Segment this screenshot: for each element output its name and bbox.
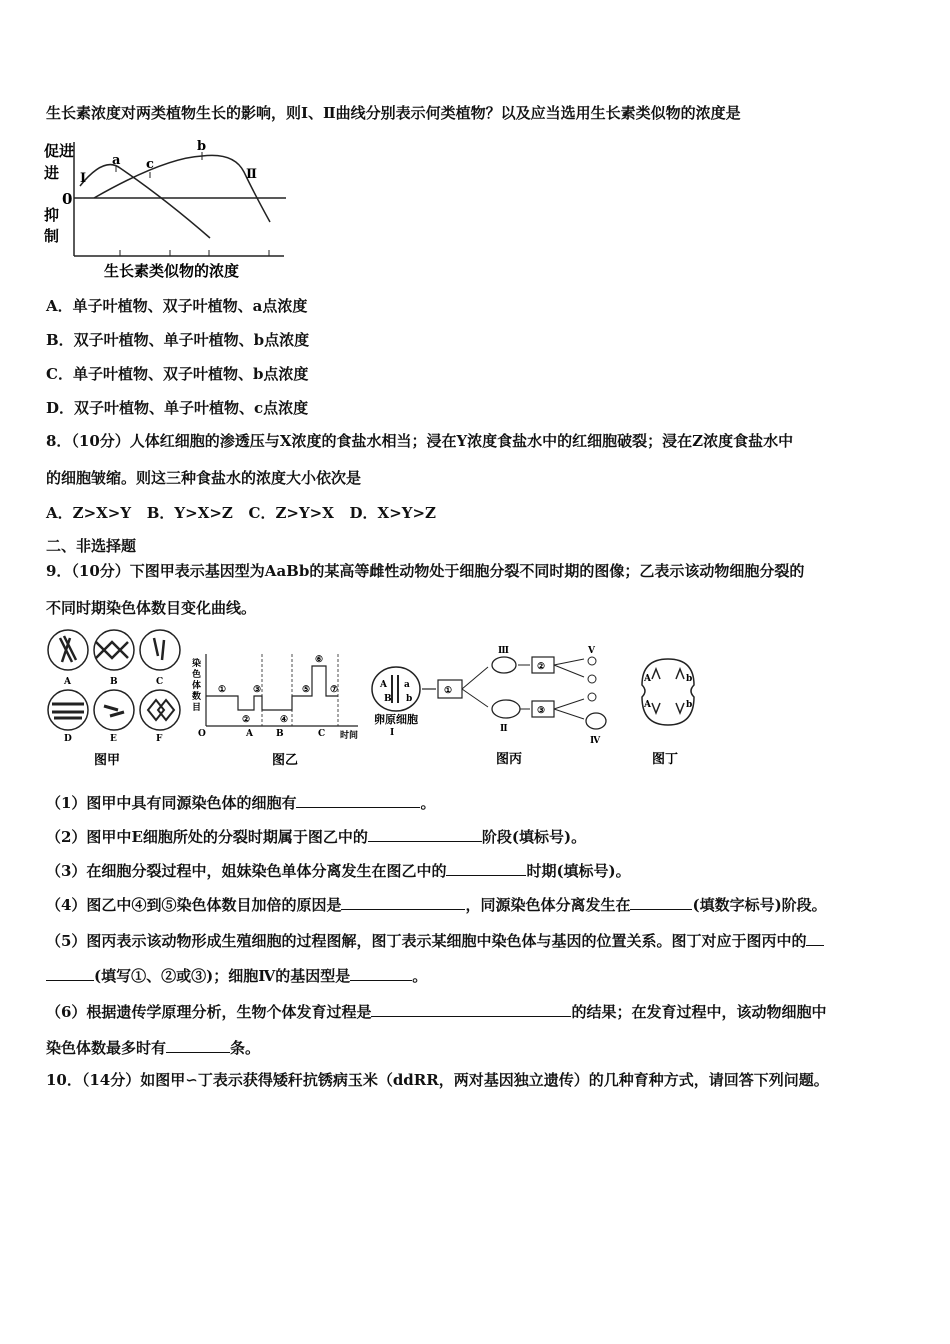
q9-sub6-blank2[interactable]: [166, 1038, 230, 1053]
q9-bing-cell-III: [492, 657, 516, 673]
q9-sub5-blank2[interactable]: [350, 966, 412, 981]
q9-jia-cell-b: [94, 630, 134, 670]
q9-yi-caption: 图乙: [272, 753, 299, 768]
q9-yi-stage-5: ⑤: [302, 685, 311, 695]
q9-fig-ding: [630, 655, 710, 770]
q9-yi-stage-4: ④: [280, 715, 289, 725]
q9-sub6-line1: （6）根据遗传学原理分析，生物个体发育过程是 的结果；在发育过程中，该动物细胞中: [46, 1003, 827, 1021]
q9-yi-stage-6: ⑥: [315, 655, 324, 665]
q7-stem: 生长素浓度对两类植物生长的影响，则Ⅰ、Ⅱ曲线分别表示何类植物？以及应当选用生长素类似物的浓度是: [46, 104, 741, 122]
q7-y-zero: 0: [62, 190, 73, 208]
q9-sub1: （1）图甲中具有同源染色体的细胞有 。: [46, 794, 436, 812]
q7-y-bottom-label: 抑: [44, 206, 60, 224]
svg-text:b: b: [686, 674, 693, 684]
svg-text:③: ③: [537, 706, 546, 716]
q7-y-top-label: 促进: [44, 142, 75, 160]
q9-jia-label-b: B: [110, 677, 118, 687]
q9-jia-label-d: D: [64, 734, 72, 744]
q9-ding-caption: 图丁: [652, 752, 679, 767]
q9-yi-x-label: 时间: [340, 731, 359, 741]
q9-yi-ylabel-4: 数: [192, 692, 202, 702]
q9-fig-yi: [190, 650, 370, 770]
q9-jia-cell-e: [94, 690, 134, 730]
q9-jia-cell-f: [140, 690, 180, 730]
q9-yi-stage-3: ③: [253, 685, 262, 695]
q9-bing-cell-caption: 卵原细胞: [374, 713, 418, 726]
q9-jia-cell-a: [48, 630, 88, 670]
q9-yi-stage-2: ②: [242, 715, 251, 725]
q7-growth-graph: [44, 138, 294, 283]
q9-sub2: （2）图甲中E细胞所处的分裂时期属于图乙中的 阶段(填标号)。: [46, 828, 587, 846]
q9-yi-ylabel-5: 目: [192, 703, 202, 713]
q7-x-label: 生长素类似物的浓度: [104, 262, 240, 280]
svg-text:A: A: [644, 700, 651, 710]
q8-options: A．Z>X>Y B．Y>X>Z C．Z>Y>X D．X>Y>Z: [46, 504, 436, 522]
svg-text:Ⅲ: Ⅲ: [498, 646, 509, 656]
q9-sub3: （3）在细胞分裂过程中，姐妹染色单体分离发生在图乙中的 时期(填标号)。: [46, 862, 631, 880]
q9-sub4-blank2[interactable]: [630, 895, 692, 910]
q9-bing-cell-II: [492, 700, 520, 718]
section-nonchoice-title: 二、非选择题: [46, 537, 137, 555]
q7-option-b: B．双子叶植物、单子叶植物、b点浓度: [46, 331, 310, 349]
q9-yi-origin: O: [198, 729, 206, 739]
q9-bing-caption: 图丙: [496, 752, 523, 767]
q9-bing-cell-I-label: Ⅰ: [390, 728, 395, 738]
q9-yi-phase-a: A: [246, 729, 253, 739]
q9-jia-cell-d: [48, 690, 88, 730]
q9-jia-label-a: A: [64, 677, 71, 687]
q9-yi-ylabel-1: 染: [192, 659, 202, 669]
q7-option-d: D．双子叶植物、单子叶植物、c点浓度: [46, 399, 309, 417]
q9-sub5-line1: （5）图丙表示该动物形成生殖细胞的过程图解，图丁表示某细胞中染色体与基因的位置关系。图丁对应于图丙中的: [46, 930, 824, 951]
q9-jia-cell-c: [140, 630, 180, 670]
q8-line1: 8．（10分）人体红细胞的渗透压与X浓度的食盐水相当；浸在Y浓度食盐水中的红细胞破裂；浸在Z浓度食盐水中: [46, 432, 794, 450]
q7-option-a: A．单子叶植物、双子叶植物、a点浓度: [46, 297, 308, 315]
q9-bing-cell-IV: [586, 713, 606, 729]
q9-sub1-blank[interactable]: [296, 793, 420, 808]
q8-line2: 的细胞皱缩。则这三种食盐水的浓度大小依次是: [46, 469, 362, 487]
q9-bing-gene-B: B: [384, 694, 392, 704]
svg-text:A: A: [644, 674, 651, 684]
svg-text:b: b: [686, 700, 693, 710]
q7-y-top-label2: 进: [44, 164, 60, 182]
q10-line: 10．（14分）如图甲∽丁表示获得矮秆抗锈病玉米（ddRR，两对基因独立遗传）的几种育种方式，请回答下列问题。: [46, 1071, 829, 1089]
q7-y-bottom-label2: 制: [44, 227, 60, 245]
q9-sub6-line2: 染色体数最多时有 条。: [46, 1039, 261, 1057]
q9-sub4-blank1[interactable]: [341, 895, 465, 910]
q9-yi-phase-c: C: [318, 729, 326, 739]
q7-curve-II-label: Ⅱ: [246, 167, 257, 182]
q9-yi-ylabel-2: 色: [192, 670, 202, 680]
q9-sub5-line2: (填写①、②或③)；细胞Ⅳ的基因型是 。: [46, 965, 427, 986]
q9-bing-gene-b: b: [406, 694, 413, 704]
q9-jia-caption: 图甲: [94, 753, 121, 768]
q7-curve-I-label: Ⅰ: [80, 171, 87, 186]
q9-bing-gene-a: a: [404, 680, 410, 690]
q9-ding-cell: [642, 659, 694, 725]
svg-text:②: ②: [537, 662, 546, 672]
q9-sub5-blank1b[interactable]: [46, 966, 94, 981]
q9-yi-ylabel-3: 体: [192, 681, 202, 691]
svg-text:Ⅴ: Ⅴ: [588, 646, 595, 656]
q7-point-a: a: [112, 153, 121, 168]
q9-yi-stage-1: ①: [218, 685, 227, 695]
q9-yi-stage-7: ⑦: [330, 685, 339, 695]
q9-sub5-blank1a[interactable]: [806, 931, 824, 946]
q9-line2: 不同时期染色体数目变化曲线。: [46, 599, 257, 617]
q9-jia-label-f: F: [156, 734, 163, 744]
q9-fig-jia: [44, 626, 186, 771]
q9-fig-bing: [370, 645, 625, 770]
q9-jia-label-e: E: [110, 734, 117, 744]
q7-point-b: b: [197, 139, 207, 154]
q9-sub2-blank[interactable]: [368, 827, 482, 842]
q9-jia-label-c: C: [156, 677, 164, 687]
q9-bing-gene-A: A: [380, 680, 387, 690]
q7-option-c: C．单子叶植物、双子叶植物、b点浓度: [46, 365, 309, 383]
svg-text:Ⅳ: Ⅳ: [590, 736, 601, 746]
q9-sub3-blank[interactable]: [446, 861, 526, 876]
q9-line1: 9．（10分）下图甲表示基因型为AaBb的某高等雌性动物处于细胞分裂不同时期的图像；乙表示该动物细胞分裂的: [46, 562, 805, 580]
svg-text:①: ①: [444, 686, 453, 696]
q7-point-c: c: [146, 157, 154, 172]
q9-sub4: （4）图乙中④到⑤染色体数目加倍的原因是 ，同源染色体分离发生在 (填数字标号)阶段。: [46, 896, 827, 914]
q9-yi-phase-b: B: [276, 729, 284, 739]
q9-sub6-blank1[interactable]: [371, 1002, 571, 1017]
svg-text:Ⅱ: Ⅱ: [500, 724, 508, 734]
q7-curve-I: [80, 165, 210, 238]
